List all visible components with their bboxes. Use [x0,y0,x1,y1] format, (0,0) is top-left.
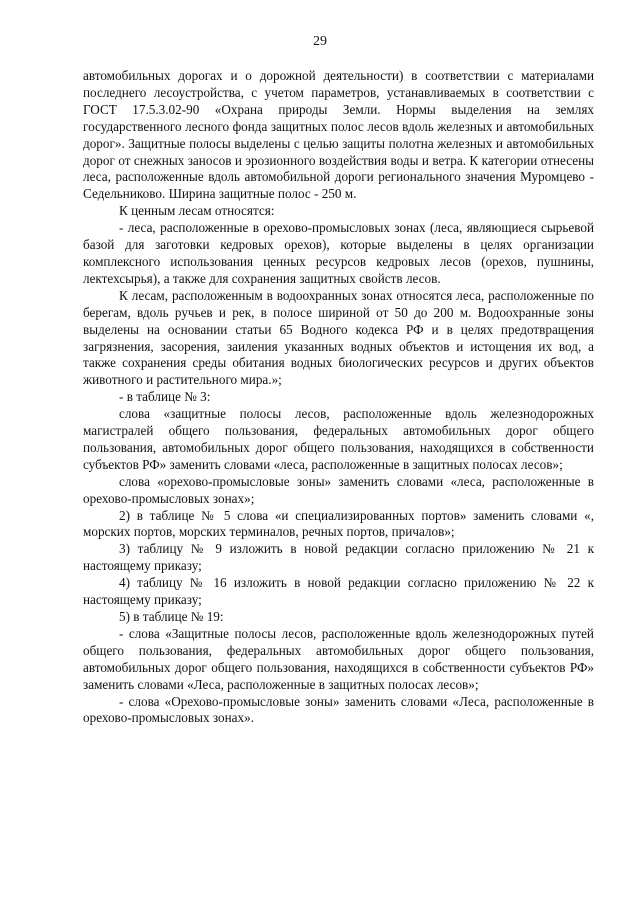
paragraph-10: 4) таблицу № 16 изложить в новой редакции согласно приложению № 22 к настоящему приказу; [83,575,594,608]
paragraph-7: слова «орехово-промысловые зоны» заменить словами «леса, расположенные в орехово-промысловых зонах»; [83,473,594,506]
paragraph-6: слова «защитные полосы лесов, расположенные вдоль железнодорожных магистралей общего пользования, федеральных автомобильных дорог общего пользования, автомобильных дорог общего пользования, находящихся в собственности субъектов РФ» заменить словами «леса, расположенные в защитных полосах лесов»; [83,406,594,472]
paragraph-12: - слова «Защитные полосы лесов, расположенные вдоль железнодорожных путей общего пользования, федеральных автомобильных дорог общего пользования, автомобильных дорог общего пользования, находящихся в собственности субъектов РФ» заменить словами «Леса, расположенные в защитных полосах лесов»; [83,625,594,692]
paragraph-11: 5) в таблице № 19: [119,609,224,624]
paragraph-3: - леса, расположенные в орехово-промысловых зонах (леса, являющиеся сырьевой базой для заготовки кедровых орехов), которые выделены в целях организации комплексного использования ценных ресурсов кедровых лесов (орехов, пушнины, лектехсырья), а также для сохранения защитных свойств лесов. [83,220,594,286]
paragraph-8: 2) в таблице № 5 слова «и специализированных портов» заменить словами «, морских портов, морских терминалов, речных портов, причалов»; [83,507,594,540]
paragraph-1: автомобильных дорогах и о дорожной деятельности) в соответствии с материалами последнего лесоустройства, с учетом параметров, устанавливаемых в соответствии с ГОСТ 17.5.3.02-90 «Охрана природы Земли. Нормы выделения на землях государственного лесного фонда защитных полос лесов вдоль железных и автомобильных дорог». Защитные полосы выделены с целью защиты полотна железных и автомобильных дорог от снежных заносов и эрозионного воздействия воды и ветра. К категории отнесены леса, расположенные вдоль автомобильной дороги регионального значения Муромцево - Седельниково. Ширина защитные полос - 250 м. [83,68,594,202]
paragraph-5: - в таблице № 3: [119,389,211,405]
paragraph-2: К ценным лесам относятся: [119,203,275,219]
page-number: 29 [313,34,327,49]
paragraph-4: К лесам, расположенным в водоохранных зонах относятся леса, расположенные по берегам, вдоль ручьев и рек, в полосе шириной от 50 до 200 м. Водоохранные зоны выделены на основании статьи 65 Водного кодекса РФ и в целях предотвращения загрязнения, засорения, заиления указанных водных объектов и истощения их вод, а также сохранения среды обитания водных биологических ресурсов и других объектов животного и растительного мира.»; [83,287,594,388]
document-body [83,68,594,727]
paragraph-9: 3) таблицу № 9 изложить в новой редакции согласно приложению № 21 к настоящему приказу; [83,541,594,574]
paragraph-13: - слова «Орехово-промысловые зоны» заменить словами «Леса, расположенные в орехово-промысловых зонах». [83,693,594,726]
